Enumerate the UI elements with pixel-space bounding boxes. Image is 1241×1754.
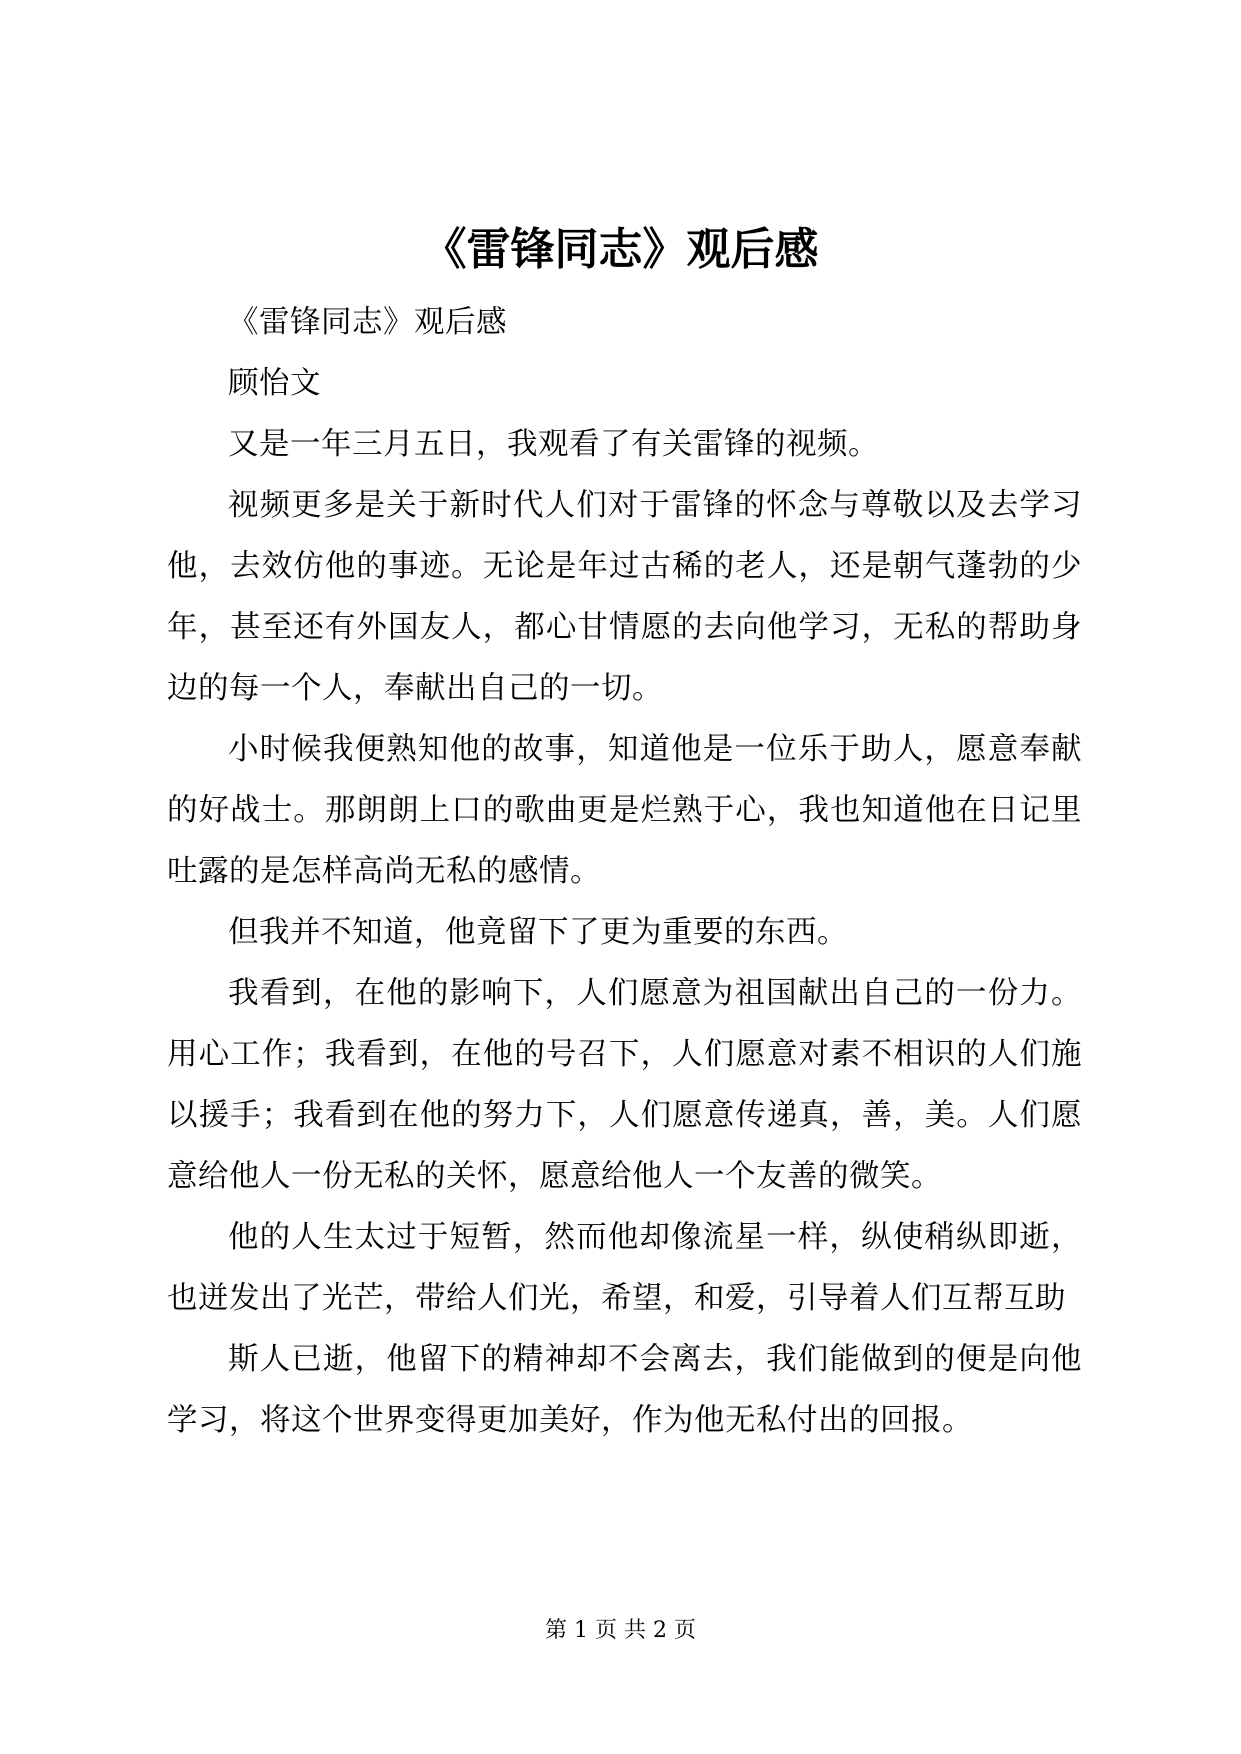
document-title: 《雷锋同志》观后感 <box>422 224 819 275</box>
paragraph: 他的人生太过于短暂，然而他却像流星一样，纵使稍纵即逝，也迸发出了光芒，带给人们光，希望，和爱，引导着人们互帮互助 <box>167 1220 1082 1316</box>
paragraph-author: 顾怡文 <box>228 366 321 401</box>
paragraph: 但我并不知道，他竟留下了更为重要的东西。 <box>228 915 848 950</box>
paragraph-subtitle: 《雷锋同志》观后感 <box>228 305 507 340</box>
document-body <box>167 292 1082 1451</box>
page-number-footer: 第 1 页 共 2 页 <box>545 1618 696 1643</box>
paragraph: 又是一年三月五日，我观看了有关雷锋的视频。 <box>228 427 879 462</box>
paragraph: 斯人已逝，他留下的精神却不会离去，我们能做到的便是向他学习，将这个世界变得更加美好，作为他无私付出的回报。 <box>167 1342 1082 1438</box>
paragraph: 我看到，在他的影响下，人们愿意为祖国献出自己的一份力。用心工作；我看到，在他的号召下，人们愿意对素不相识的人们施以援手；我看到在他的努力下，人们愿意传递真，善，美。人们愿意给他人一份无私的关怀，愿意给他人一个友善的微笑。 <box>167 976 1082 1194</box>
paragraph: 小时候我便熟知他的故事，知道他是一位乐于助人，愿意奉献的好战士。那朗朗上口的歌曲更是烂熟于心，我也知道他在日记里吐露的是怎样高尚无私的感情。 <box>167 732 1082 889</box>
paragraph: 视频更多是关于新时代人们对于雷锋的怀念与尊敬以及去学习他，去效仿他的事迹。无论是年过古稀的老人，还是朝气蓬勃的少年，甚至还有外国友人，都心甘情愿的去向他学习，无私的帮助身边的每一个人，奉献出自己的一切。 <box>167 488 1082 706</box>
